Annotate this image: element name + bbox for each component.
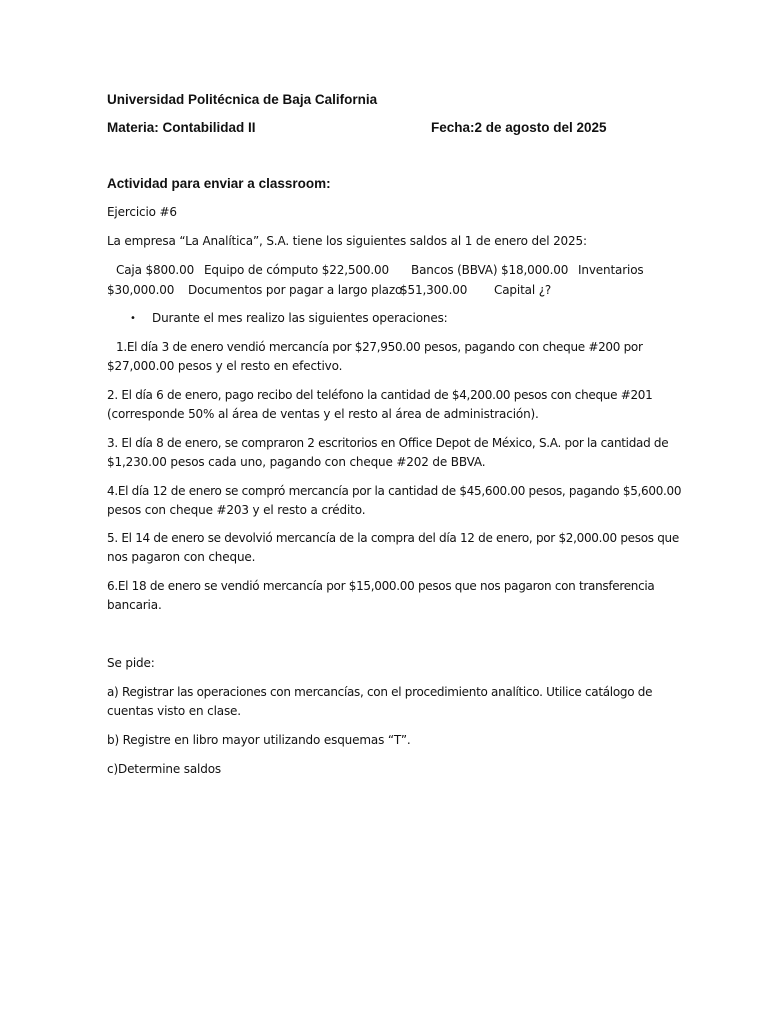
activity-title: Actividad para enviar a classroom: <box>107 176 331 191</box>
requirement-a-line2: cuentas visto en clase. <box>107 704 241 718</box>
requirements-label: Se pide: <box>107 656 155 670</box>
operation-3-line1: 3. El día 8 de enero, se compraron 2 escritorios en Office Depot de México, S.A. por la cantidad de <box>107 436 669 450</box>
balance-inventarios-label: Inventarios <box>578 263 644 277</box>
operation-5-line2: nos pagaron con cheque. <box>107 550 256 564</box>
requirement-c: c)Determine saldos <box>107 762 221 776</box>
intro-paragraph: La empresa “La Analítica”, S.A. tiene los siguientes saldos al 1 de enero del 2025: <box>107 234 587 248</box>
university-title: Universidad Politécnica de Baja California <box>107 92 378 107</box>
subject-label: Materia: Contabilidad II <box>107 120 256 135</box>
bullet-icon: • <box>130 313 136 324</box>
operation-4-line2: pesos con cheque #203 y el resto a crédito. <box>107 503 366 517</box>
requirement-b: b) Registre en libro mayor utilizando esquemas “T”. <box>107 733 411 747</box>
operation-2-line1: 2. El día 6 de enero, pago recibo del teléfono la cantidad de $4,200.00 pesos con cheque #201 <box>107 388 653 402</box>
operation-2-line2: (corresponde 50% al área de ventas y el resto al área de administración). <box>107 407 539 421</box>
balance-capital: Capital ¿? <box>494 283 552 297</box>
exercise-label: Ejercicio #6 <box>107 205 177 219</box>
requirement-a-line1: a) Registrar las operaciones con mercancías, con el procedimiento analítico. Utilice catálogo de <box>107 685 653 699</box>
balance-documentos-label: Documentos por pagar a largo plazo <box>188 283 403 297</box>
operation-1-line1: 1.El día 3 de enero vendió mercancía por $27,950.00 pesos, pagando con cheque #200 por <box>116 340 643 354</box>
balance-bancos: Bancos (BBVA) $18,000.00 <box>411 263 569 277</box>
bullet-text: Durante el mes realizo las siguientes operaciones: <box>152 311 448 325</box>
balance-equipo: Equipo de cómputo $22,500.00 <box>204 263 389 277</box>
balance-inventarios-amount: $30,000.00 <box>107 283 175 297</box>
balance-documentos-amount: $51,300.00 <box>400 283 468 297</box>
operation-6-line1: 6.El 18 de enero se vendió mercancía por $15,000.00 pesos que nos pagaron con transferencia <box>107 579 655 593</box>
balance-caja: Caja $800.00 <box>116 263 195 277</box>
operation-3-line2: $1,230.00 pesos cada uno, pagando con cheque #202 de BBVA. <box>107 455 486 469</box>
date-label: Fecha:2 de agosto del 2025 <box>431 120 607 135</box>
operation-5-line1: 5. El 14 de enero se devolvió mercancía de la compra del día 12 de enero, por $2,000.00 pesos que <box>107 531 679 545</box>
operation-1-line2: $27,000.00 pesos y el resto en efectivo. <box>107 359 343 373</box>
operation-6-line2: bancaria. <box>107 598 162 612</box>
operation-4-line1: 4.El día 12 de enero se compró mercancía por la cantidad de $45,600.00 pesos, pagando $5,600.00 <box>107 484 682 498</box>
